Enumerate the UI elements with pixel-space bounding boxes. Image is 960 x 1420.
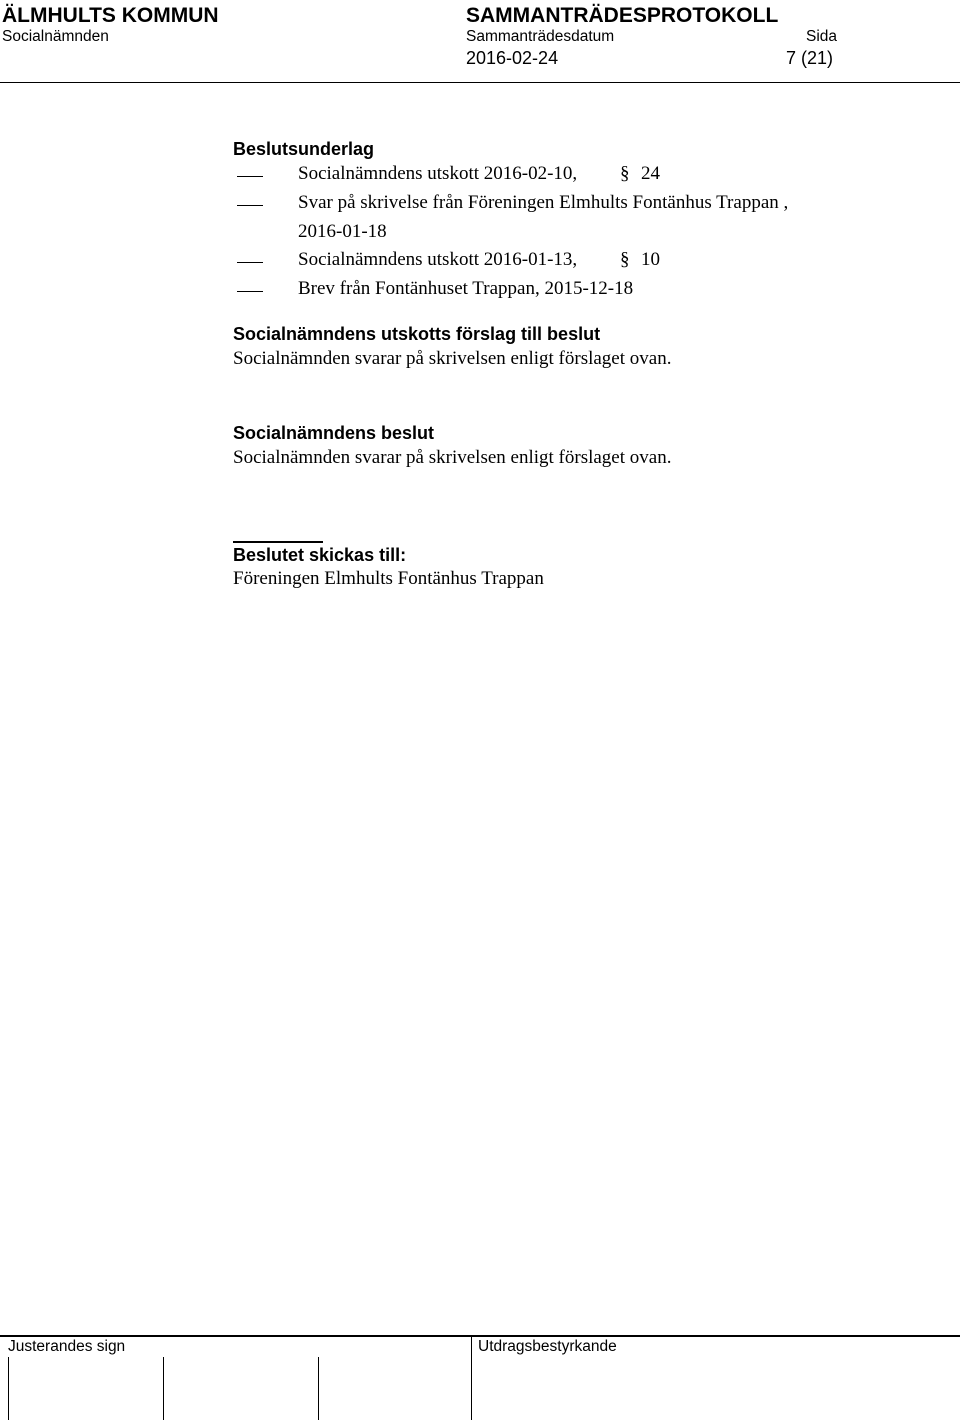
sent-to-heading: Beslutet skickas till: (233, 545, 407, 565)
sent-to-rule (233, 541, 323, 543)
sign-box-divider (163, 1357, 164, 1420)
sign-label: Justerandes sign (8, 1338, 126, 1355)
municipality-name: ÄLMHULTS KOMMUN (2, 4, 219, 27)
section-sign-icon: § (620, 249, 630, 270)
list-item-continuation: 2016-01-18 (298, 221, 387, 242)
proposal-text: Socialnämnden svarar på skrivelsen enligt förslaget ovan. (233, 348, 672, 369)
dash-bullet (237, 205, 263, 206)
certified-label: Utdragsbestyrkande (478, 1338, 617, 1355)
decision-text: Socialnämnden svarar på skrivelsen enligt förslaget ovan. (233, 447, 672, 468)
section-sign-icon: § (620, 163, 630, 184)
footer-rule (0, 1335, 960, 1337)
proposal-heading: Socialnämndens utskotts förslag till beslut (233, 324, 601, 344)
page-label: Sida (806, 28, 838, 45)
department-name: Socialnämnden (2, 28, 109, 45)
date-value: 2016-02-24 (466, 48, 559, 68)
document-type: SAMMANTRÄDESPROTOKOLL (466, 4, 779, 27)
dash-bullet (237, 176, 263, 177)
page-number: 7 (21) (786, 48, 834, 68)
sign-box-divider (471, 1335, 472, 1420)
date-label: Sammanträdesdatum (466, 28, 615, 45)
decision-heading: Socialnämndens beslut (233, 423, 435, 443)
list-item-text: Svar på skrivelse från Föreningen Elmhults Fontänhus Trappan , (298, 192, 789, 213)
dash-bullet (237, 262, 263, 263)
sign-box-divider (318, 1357, 319, 1420)
dash-bullet (237, 291, 263, 292)
sent-to-recipient: Föreningen Elmhults Fontänhus Trappan (233, 568, 544, 589)
sign-box-divider (8, 1357, 9, 1420)
section-number: 24 (641, 163, 660, 184)
list-item-text: Socialnämndens utskott 2016-02-10, (298, 163, 578, 184)
list-item-text: Brev från Fontänhuset Trappan, 2015-12-18 (298, 278, 634, 299)
section-number: 10 (641, 249, 660, 270)
basis-heading: Beslutsunderlag (233, 139, 375, 159)
list-item-text: Socialnämndens utskott 2016-01-13, (298, 249, 578, 270)
header-divider (0, 82, 960, 83)
